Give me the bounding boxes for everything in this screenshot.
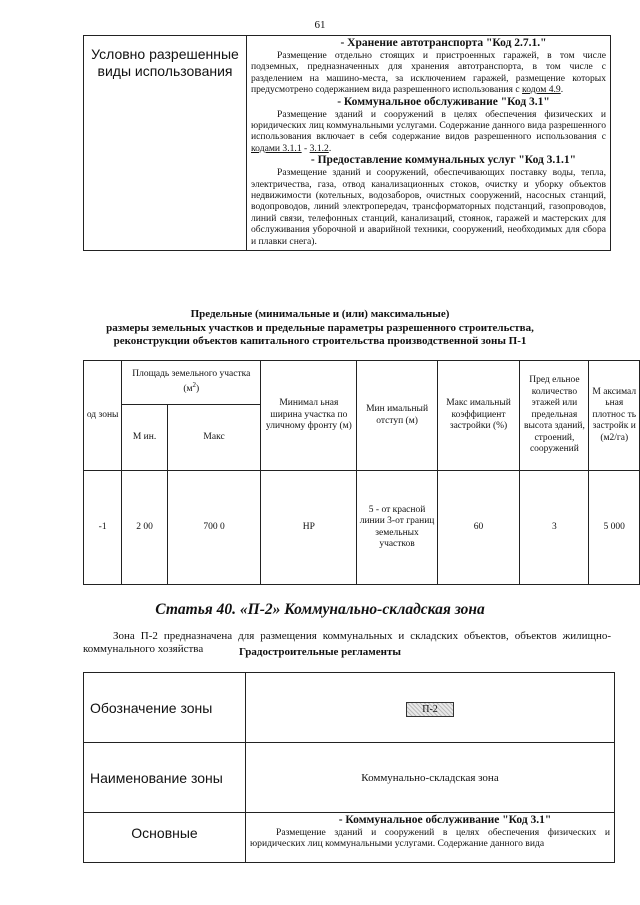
- table-row: [84, 471, 640, 585]
- zone-name: Коммунально-складская зона: [246, 743, 615, 813]
- code-link[interactable]: кодом 4.9: [522, 84, 561, 96]
- designation-cell: [246, 673, 615, 743]
- use-title: - Коммунальное обслуживание "Код 3.1": [337, 95, 550, 108]
- basic-uses: [246, 813, 615, 863]
- use-text: Размещение зданий и сооружений в целях обеспечения физических и юридических лиц коммунальными услугами. Содержание данного вида: [250, 827, 610, 850]
- cell-density: 5 000: [589, 471, 640, 585]
- use-text: Размещение отдельно стоящих и пристроенных гаражей, в том числе подземных, предназначенных для хранения автотранспорта, в том числе с разделением на машино-места, за исключением гаражей, размещение которых предусмотрено содержанием вида разрешенного использования с кодом 4.9.: [251, 50, 606, 96]
- article-title: Статья 40. «П-2» Коммунально-складская зона: [155, 601, 485, 618]
- cell-floors: 3: [520, 471, 589, 585]
- use-text: Размещение зданий и сооружений в целях обеспечения физических и юридических лиц коммунальными услугами. Содержание данного вида разрешенного использования включает в себя содержание видов разрешенного использования с кодами 3.1.1 - 3.1.2.: [251, 108, 606, 154]
- use-text: Размещение зданий и сооружений, обеспечивающих поставку воды, тепла, электричества, газа, отвод канализационных стоков, очистку и уборку объектов недвижимости (котельных, водозаборов, очистных сооружений, насосных станций, водопроводов, линий электропередач, трансформаторных подстанций, газопроводов, линий связи, телефонных станций, канализаций, стоянок, гаражей и мастерских для обслуживания уборочной и аварийной техники, сооружений, необходимых для сбора и плавки снега).: [251, 167, 606, 247]
- label-designation: Обозначение зоны: [84, 673, 246, 743]
- cell-width: НР: [261, 471, 357, 585]
- header-floors: Пред ельное количество этажей или предельная высота зданий, строений, сооружений: [520, 361, 589, 471]
- header-code: од зоны: [84, 361, 122, 471]
- label-name: Наименование зоны: [84, 743, 246, 813]
- header-area-max: Макс: [167, 405, 261, 471]
- zone-table: [83, 672, 615, 863]
- label-basic: Основные: [84, 813, 246, 863]
- cell-max: 700 0: [167, 471, 261, 585]
- use-title: - Коммунальное обслуживание "Код 3.1": [338, 814, 552, 826]
- limits-title: Предельные (минимальные и (или) максимальные) размеры земельных участков и предельные параметры разрешенного строительства, реконструкции объектов капитального строительства производственной зоны П-1: [106, 308, 534, 347]
- cell-coef: 60: [437, 471, 520, 585]
- header-coef: Макс имальный коэффициент застройки (%): [437, 361, 520, 471]
- page-number: 61: [314, 19, 326, 31]
- permitted-uses-label: Условно разрешенные виды использования: [84, 36, 247, 251]
- header-width: Минимал ьная ширина участка по уличному фронту (м): [261, 361, 357, 471]
- regulations-title: Градостроительные регламенты: [238, 646, 401, 658]
- code-link[interactable]: 3.1.2: [309, 142, 329, 154]
- header-setback: Мин имальный отступ (м): [357, 361, 437, 471]
- code-link[interactable]: кодами 3.1.1: [251, 142, 302, 154]
- use-title: - Хранение автотранспорта "Код 2.7.1.": [340, 37, 547, 49]
- zone-badge: П-2: [406, 702, 454, 717]
- limits-table: [83, 360, 640, 585]
- permitted-uses-table: [83, 35, 611, 251]
- header-area-min: М ин.: [122, 405, 168, 471]
- header-area: Площадь земельного участка $(м^2)$: [122, 361, 261, 405]
- cell-min: 2 00: [122, 471, 168, 585]
- cell-code: -1: [84, 471, 122, 585]
- header-density: М аксимал ьная плотнос ть застройк и (м2/га): [589, 361, 640, 471]
- use-title: - Предоставление коммунальных услуг "Код 3.1.1": [310, 154, 577, 167]
- permitted-uses-list: [247, 36, 611, 251]
- zone-intro: Зона П-2 предназначена для размещения коммунальных и складских объектов, объектов жилищно-коммунального хозяйства: [83, 630, 611, 655]
- cell-setback: 5 - от красной линии 3-от границ земельных участков: [357, 471, 437, 585]
